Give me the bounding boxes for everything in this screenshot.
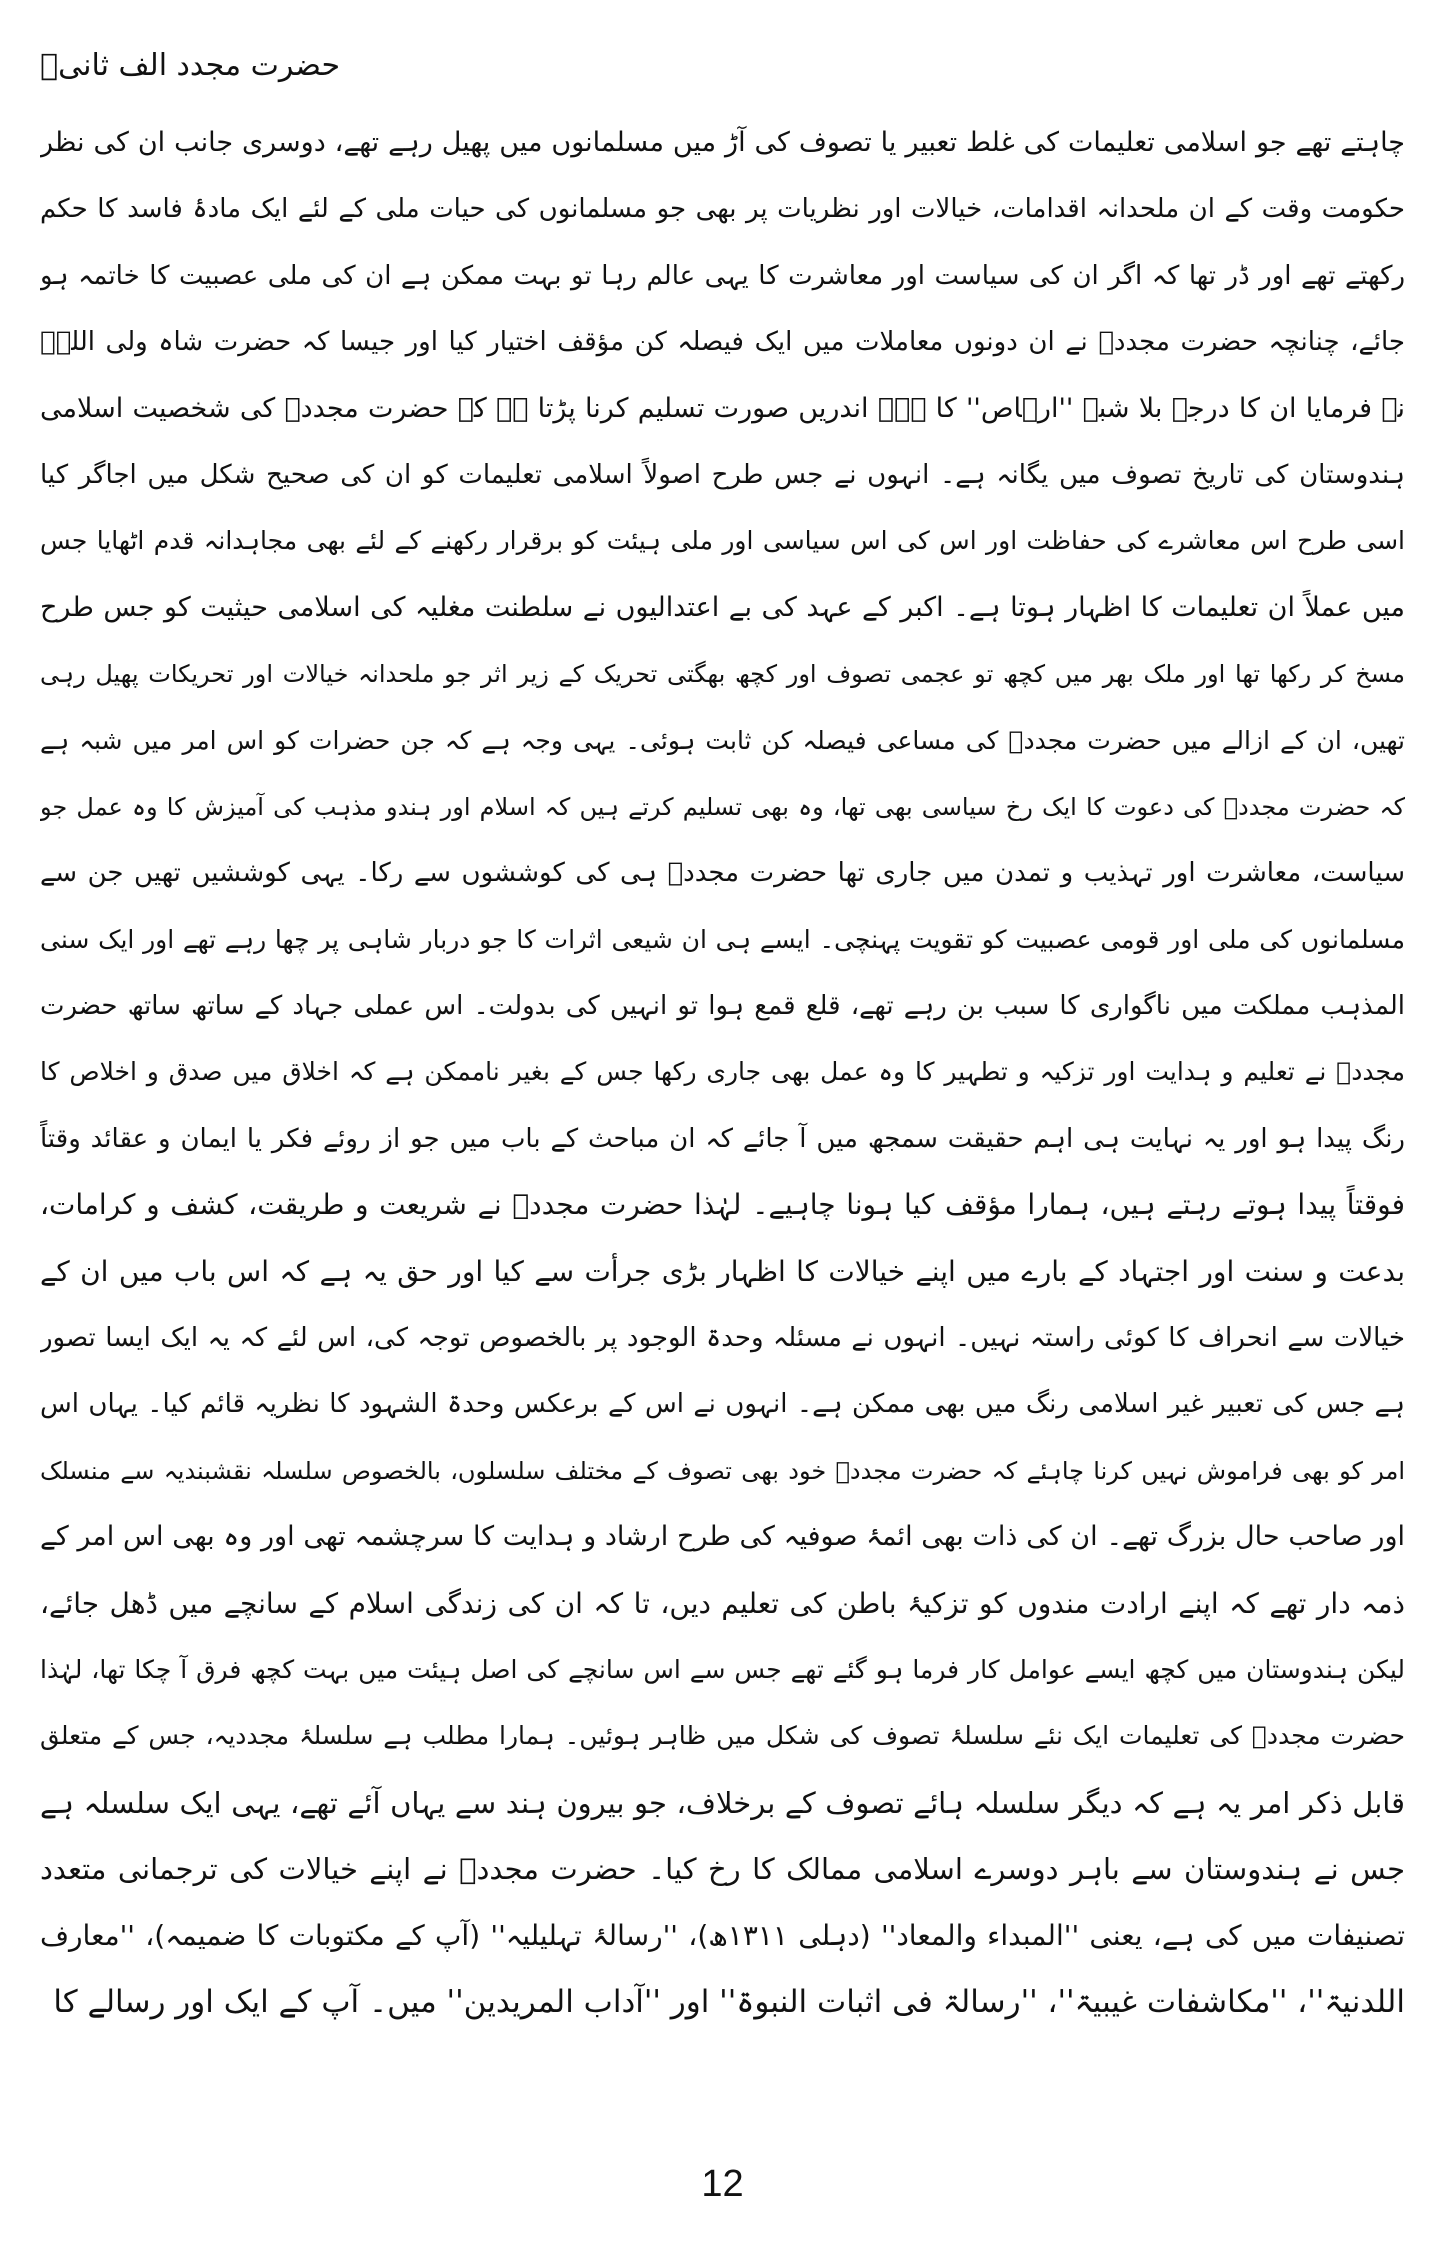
text-line: رنگ پیدا ہو اور یہ نہایت ہی اہم حقیقت سمجھ میں آ جائے کہ ان مباحث کے باب میں جو از روئے فکر یا ایمان و عقائد وقتاً bbox=[40, 1123, 1405, 1154]
text-line: جس نے ہندوستان سے باہر دوسرے اسلامی ممالک کا رخ کیا۔ حضرت مجددؒ نے اپنے خیالات کی ترجمانی متعدد bbox=[40, 1852, 1405, 1887]
text-line: کہ حضرت مجددؒ کی دعوت کا ایک رخ سیاسی بھی تھا، وہ بھی تسلیم کرتے ہیں کہ اسلام اور ہندو مذہب کی آمیزش کا وہ عمل جو bbox=[40, 792, 1405, 821]
running-header-title: حضرت مجدد الف ثانیؒ bbox=[40, 48, 340, 83]
body-text bbox=[40, 110, 1405, 2035]
text-line: چاہتے تھے جو اسلامی تعلیمات کی غلط تعبیر یا تصوف کی آڑ میں مسلمانوں میں پھیل رہے تھے، دوسری جانب ان کی نظر bbox=[40, 127, 1405, 158]
text-line: رکھتے تھے اور ڈر تھا کہ اگر ان کی سیاست اور معاشرت کا یہی عالم رہا تو بہت ممکن ہے ان کی ملی عصبیت کا خاتمہ ہو bbox=[40, 260, 1405, 291]
text-line: حضرت مجددؒ کی تعلیمات ایک نئے سلسلۂ تصوف کی شکل میں ظاہر ہوئیں۔ ہمارا مطلب ہے سلسلۂ مجددیہ، جس کے متعلق bbox=[40, 1721, 1405, 1751]
text-line: اسی طرح اس معاشرے کی حفاظت اور اس کی اس سیاسی اور ملی ہیئت کو برقرار رکھنے کے لئے بھی مجاہدانہ قدم اٹھایا جس bbox=[40, 526, 1405, 556]
text-line: میں عملاً ان تعلیمات کا اظہار ہوتا ہے۔ اکبر کے عہد کی بے اعتدالیوں نے سلطنت مغلیہ کی اسلامی حیثیت کو جس طرح bbox=[40, 591, 1405, 623]
text-line: فوقتاً پیدا ہوتے رہتے ہیں، ہمارا مؤقف کیا ہونا چاہیے۔ لہٰذا حضرت مجددؒ نے شریعت و طریقت، کشف و کرامات، bbox=[40, 1188, 1405, 1222]
text-line: تھیں، ان کے ازالے میں حضرت مجددؒ کی مساعی فیصلہ کن ثابت ہوئی۔ یہی وجہ ہے کہ جن حضرات کو اس امر میں شبہ ہے bbox=[40, 725, 1405, 755]
running-header bbox=[40, 44, 340, 94]
text-line: لیکن ہندوستان میں کچھ ایسے عوامل کار فرما ہو گئے تھے جس سے اس سانچے کی اصل ہیئت میں بہت کچھ فرق آ چکا تھا، لہٰذا bbox=[40, 1654, 1405, 1684]
text-line: مسخ کر رکھا تھا اور ملک بھر میں کچھ تو عجمی تصوف اور کچھ بھگتی تحریک کے زیر اثر جو ملحدانہ خیالات اور تحریکات پھیل رہی bbox=[40, 660, 1405, 689]
text-line: مجددؒ نے تعلیم و ہدایت اور تزکیہ و تطہیر کا وہ عمل بھی جاری رکھا جس کے بغیر ناممکن ہے کہ اخلاق میں صدق و اخلاص کا bbox=[40, 1057, 1405, 1087]
text-line: بدعت و سنت اور اجتہاد کے بارے میں اپنے خیالات کا اظہار بڑی جرأت سے کیا اور حق یہ ہے کہ اس باب میں ان کے bbox=[40, 1254, 1405, 1288]
text-line: المذہب مملکت میں ناگواری کا سبب بن رہے تھے، قلع قمع ہوا تو انہیں کی بدولت۔ اس عملی جہاد کے ساتھ ساتھ حضرت bbox=[40, 991, 1405, 1022]
text-line: نے فرمایا ان کا درجہ بلا شبہ ''ارہاص'' کا ہے۔ اندریں صورت تسلیم کرنا پڑتا ہے کہ حضرت مجددؒ کی شخصیت اسلامی bbox=[40, 392, 1405, 424]
text-line: حکومت وقت کے ان ملحدانہ اقدامات، خیالات اور نظریات پر بھی جو مسلمانوں کی حیات ملی کے لئے ایک مادۂ فاسد کا حکم bbox=[40, 194, 1405, 225]
text-line: امر کو بھی فراموش نہیں کرنا چاہئے کہ حضرت مجددؒ خود بھی تصوف کے مختلف سلسلوں، بالخصوص سلسلہ نقشبندیہ سے منسلک bbox=[40, 1456, 1405, 1485]
text-line: جائے، چنانچہ حضرت مجددؒ نے ان دونوں معاملات میں ایک فیصلہ کن مؤقف اختیار کیا اور جیسا کہ حضرت شاہ ولی اللہؒ bbox=[40, 327, 1405, 358]
text-line: سیاست، معاشرت اور تہذیب و تمدن میں جاری تھا حضرت مجددؒ ہی کی کوششوں سے رکا۔ یہی کوششیں تھیں جن سے bbox=[40, 858, 1405, 889]
page-number: 12 bbox=[701, 2163, 744, 2205]
text-line: مسلمانوں کی ملی اور قومی عصبیت کو تقویت پہنچی۔ ایسے ہی ان شیعی اثرات کا جو دربار شاہی پر چھا رہے تھے اور ایک سنی bbox=[40, 924, 1405, 954]
text-line: ہندوستان کی تاریخ تصوف میں یگانہ ہے۔ انہوں نے جس طرح اصولاً اسلامی تعلیمات کو ان کی صحیح شکل میں اجاگر کیا bbox=[40, 459, 1405, 490]
text-line: تصنیفات میں کی ہے، یعنی ''المبداء والمعاد'' (دہلی ١٣١١ھ)، ''رسالۂ تہلیلیہ'' (آپ کے مکتوبات کا ضمیمہ)، ''معارف bbox=[40, 1918, 1405, 1952]
text-line: اللدنیۃ''، ''مکاشفات غیبیۃ''، ''رسالۃ فی اثبات النبوۃ'' اور ''آداب المریدین'' میں۔ آپ کے ایک اور رسالے کا bbox=[53, 1983, 1405, 2020]
text-line: خیالات سے انحراف کا کوئی راستہ نہیں۔ انہوں نے مسئلہ وحدۃ الوجود پر بالخصوص توجہ کی، اس لئے کہ یہ ایک ایسا تصور bbox=[40, 1323, 1405, 1354]
text-line: ذمہ دار تھے کہ اپنے ارادت مندوں کو تزکیۂ باطن کی تعلیم دیں، تا کہ ان کی زندگی اسلام کے سانچے میں ڈھل جائے، bbox=[40, 1586, 1405, 1620]
text-line: قابل ذکر امر یہ ہے کہ دیگر سلسلہ ہائے تصوف کے برخلاف، جو بیرون ہند سے یہاں آئے تھے، یہی ایک سلسلہ ہے bbox=[40, 1785, 1405, 1820]
text-line: اور صاحب حال بزرگ تھے۔ ان کی ذات بھی ائمۂ صوفیہ کی طرح ارشاد و ہدایت کا سرچشمہ تھی اور وہ بھی اس امر کے bbox=[40, 1521, 1405, 1553]
text-line: ہے جس کی تعبیر غیر اسلامی رنگ میں بھی ممکن ہے۔ انہوں نے اس کے برعکس وحدۃ الشہود کا نظریہ قائم کیا۔ یہاں اس bbox=[40, 1389, 1405, 1420]
